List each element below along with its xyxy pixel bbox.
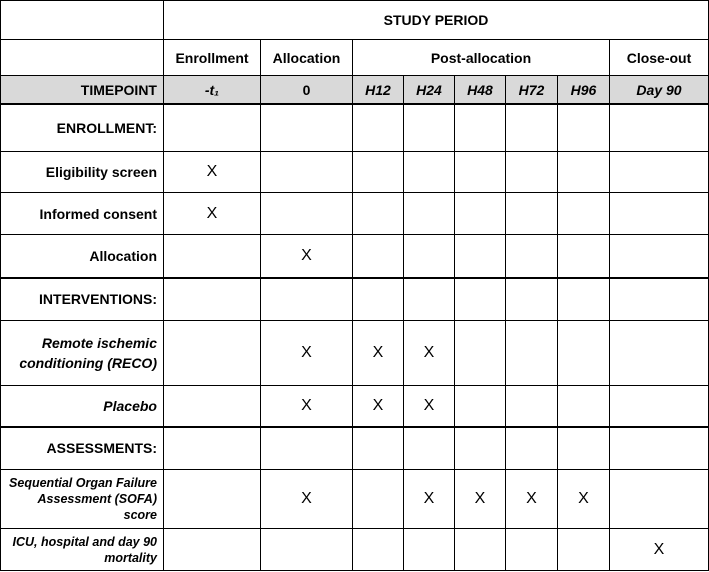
- mark-reco-h24: X: [404, 321, 455, 386]
- mark-reco-h12: X: [353, 321, 404, 386]
- mark-placebo-h12: X: [353, 386, 404, 427]
- mark-sofa-h48: X: [455, 469, 506, 528]
- timepoint-day90: Day 90: [610, 76, 709, 105]
- mark-mortality-day90: X: [610, 529, 709, 571]
- timepoint-row: [1, 76, 709, 105]
- timepoint-h48: H48: [455, 76, 506, 105]
- table-row: [1, 235, 709, 278]
- mark-sofa-h72: X: [506, 469, 558, 528]
- mark-placebo-h24: X: [404, 386, 455, 427]
- section-assessments-label: ASSESSMENTS:: [1, 427, 164, 470]
- section-assessments-row: [1, 427, 709, 470]
- row-label-eligibility: Eligibility screen: [1, 151, 164, 192]
- phase-allocation: Allocation: [261, 39, 353, 76]
- section-enrollment-label: ENROLLMENT:: [1, 104, 164, 151]
- table-row: [1, 321, 709, 386]
- timepoint-0: 0: [261, 76, 353, 105]
- section-interventions-row: [1, 278, 709, 321]
- mark-sofa-h24: X: [404, 469, 455, 528]
- mark-allocation-0: X: [261, 235, 353, 278]
- section-enrollment-row: [1, 104, 709, 151]
- timepoint-h24: H24: [404, 76, 455, 105]
- table-row: [1, 469, 709, 528]
- table-row: [1, 192, 709, 235]
- mark-placebo-0: X: [261, 386, 353, 427]
- mark-sofa-0: X: [261, 469, 353, 528]
- section-interventions-label: INTERVENTIONS:: [1, 278, 164, 321]
- row-label-reco: Remote ischemic conditioning (RECO): [1, 321, 164, 386]
- table-row: [1, 386, 709, 427]
- mark-reco-0: X: [261, 321, 353, 386]
- row-label-mortality: ICU, hospital and day 90 mortality: [1, 529, 164, 571]
- row-label-sofa: Sequential Organ Failure Assessment (SOFA) score: [1, 469, 164, 528]
- timepoint-h72: H72: [506, 76, 558, 105]
- timepoint-h12: H12: [353, 76, 404, 105]
- timepoint-label: TIMEPOINT: [1, 76, 164, 105]
- study-period-title: STUDY PERIOD: [164, 1, 709, 40]
- phase-corner-cell: [1, 39, 164, 76]
- phase-close-out: Close-out: [610, 39, 709, 76]
- timepoint-t1: -t₁: [164, 76, 261, 105]
- timepoint-h96: H96: [558, 76, 610, 105]
- table-row: [1, 151, 709, 192]
- row-label-consent: Informed consent: [1, 192, 164, 235]
- table-row: [1, 529, 709, 571]
- row-label-placebo: Placebo: [1, 386, 164, 427]
- row-label-allocation: Allocation: [1, 235, 164, 278]
- study-period-row: [1, 1, 709, 40]
- phase-enrollment: Enrollment: [164, 39, 261, 76]
- mark-consent-t1: X: [164, 192, 261, 235]
- phase-row: [1, 39, 709, 76]
- phase-post-allocation: Post-allocation: [353, 39, 610, 76]
- mark-eligibility-t1: X: [164, 151, 261, 192]
- mark-sofa-h96: X: [558, 469, 610, 528]
- corner-cell: [1, 1, 164, 40]
